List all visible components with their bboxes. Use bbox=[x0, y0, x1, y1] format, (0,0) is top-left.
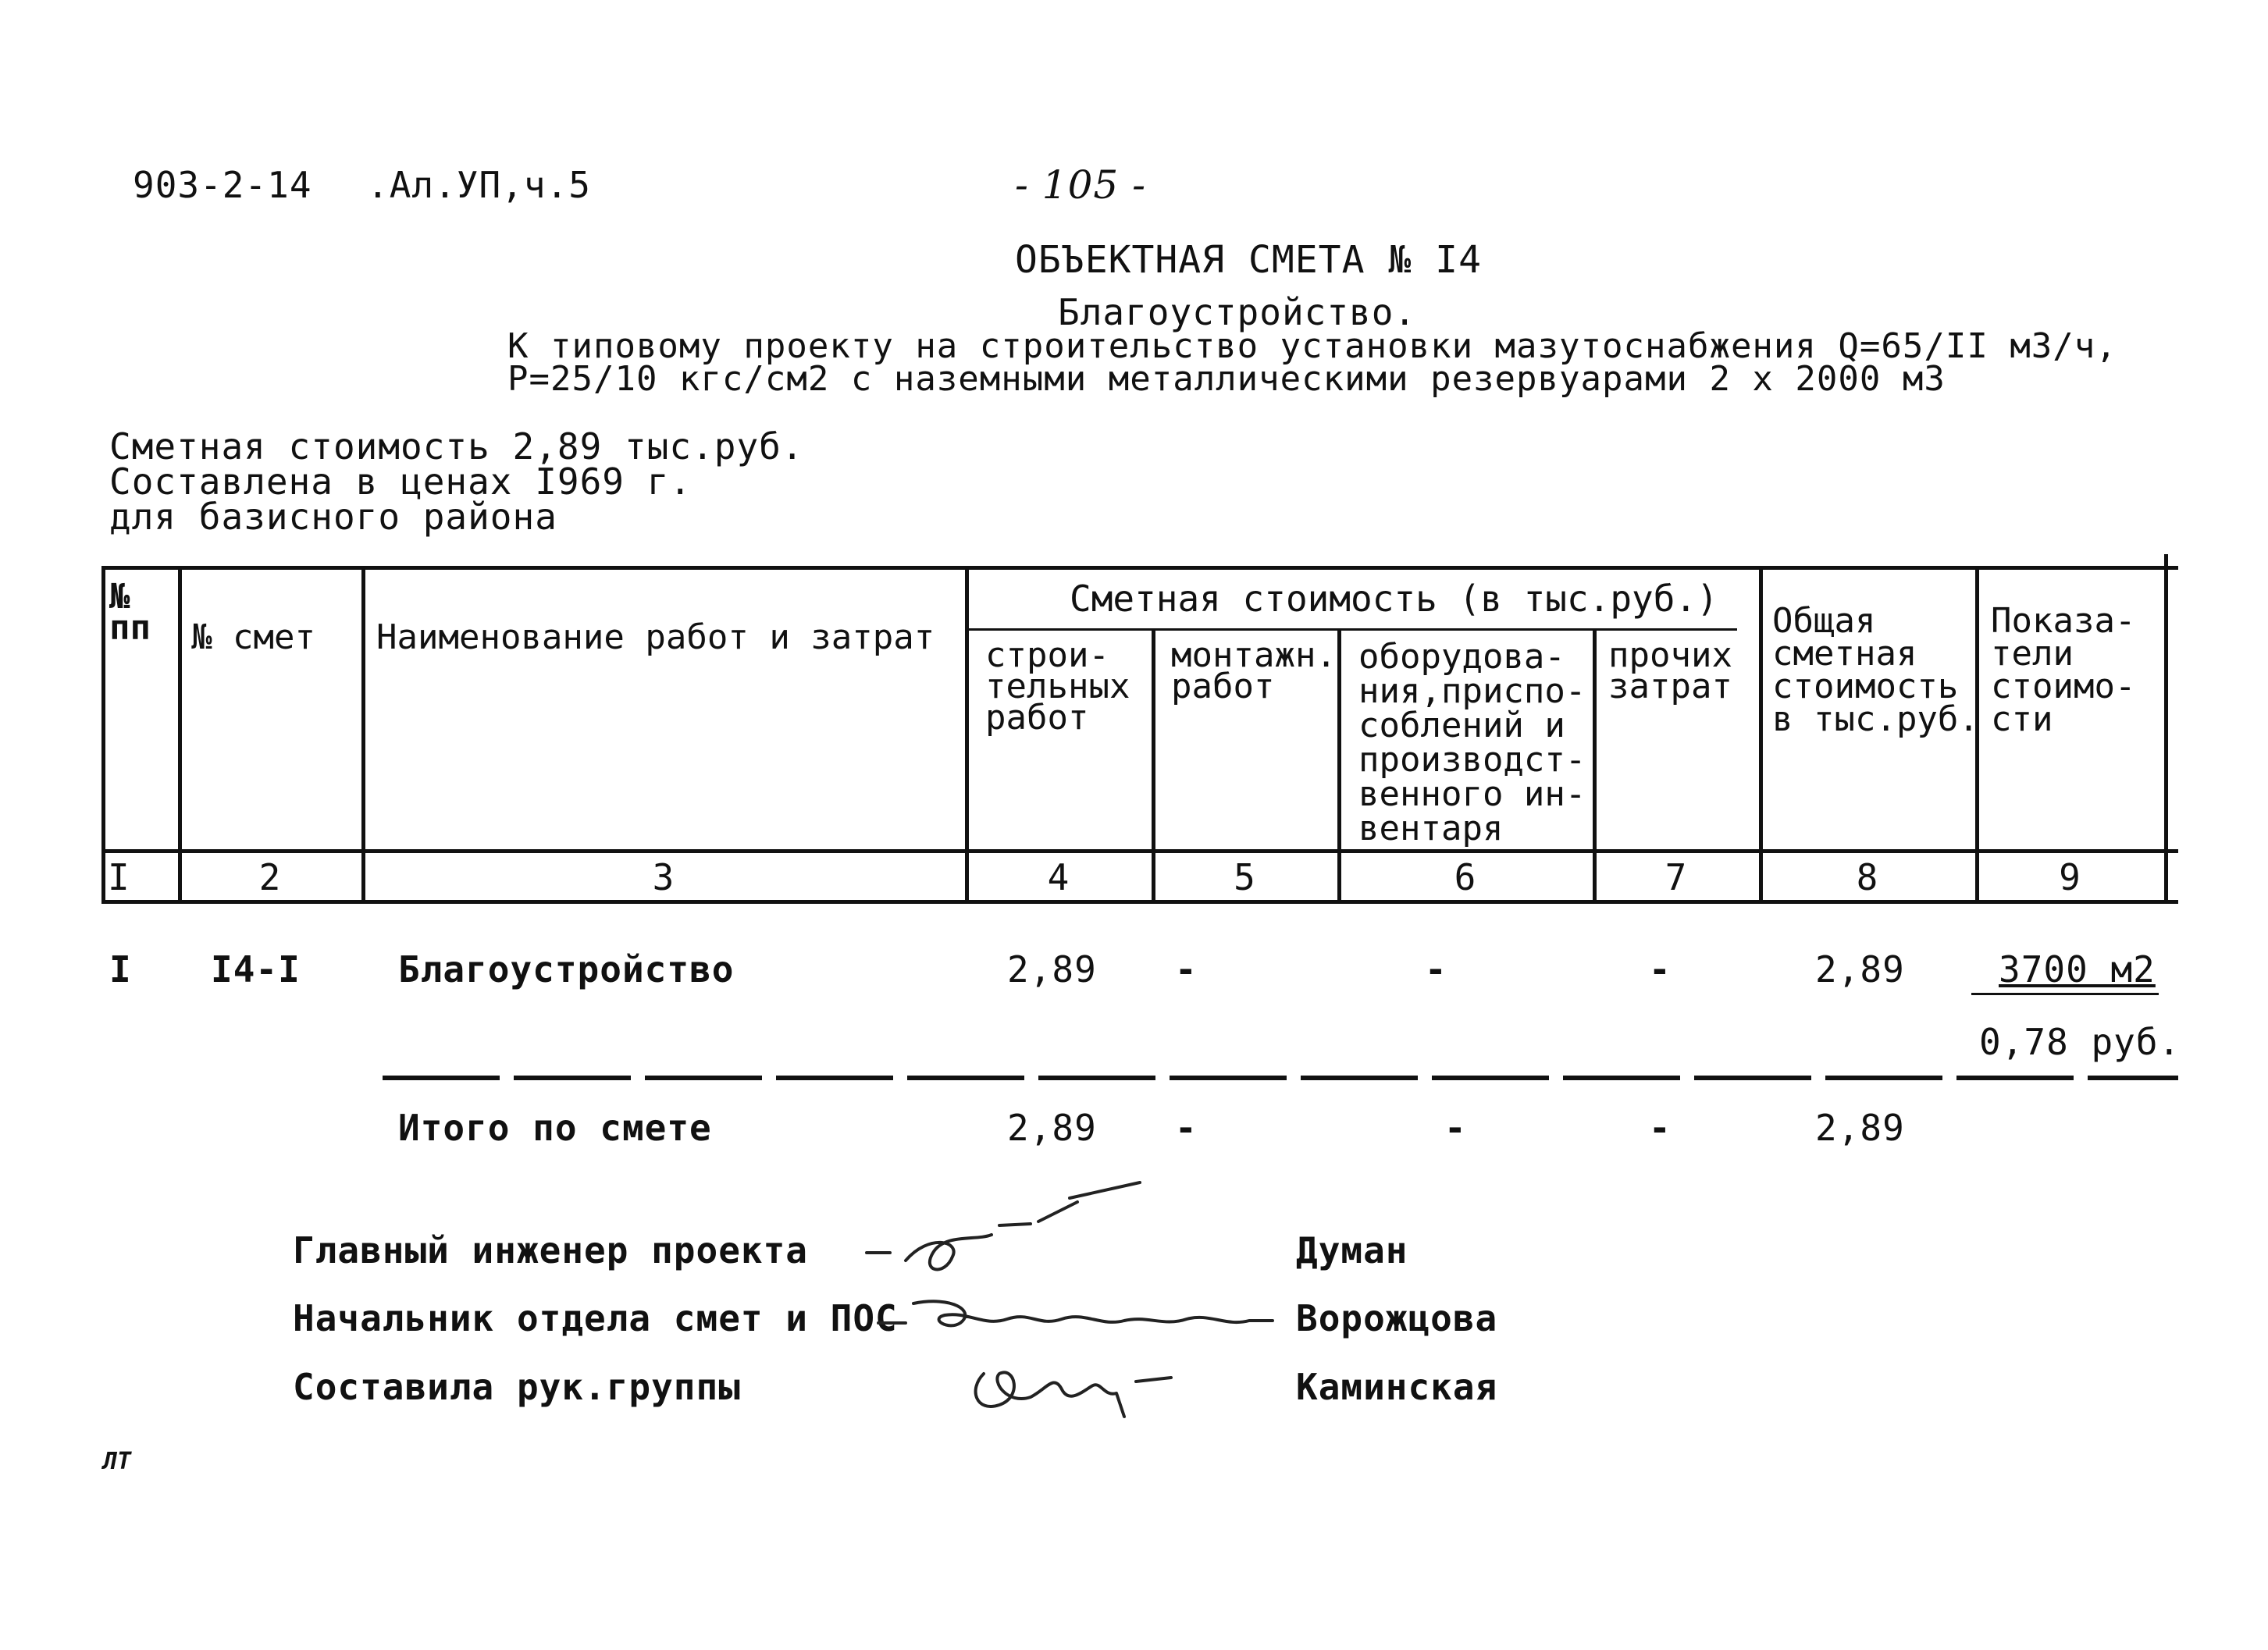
signature-role-group-leader: Составила рук.группы bbox=[293, 1366, 741, 1408]
total-installation-value: - bbox=[1175, 1107, 1198, 1149]
col-divider-2 bbox=[361, 566, 365, 904]
row-indicator-area: 3700 м2 bbox=[1999, 948, 2156, 990]
project-description-line2: Р=25/10 кгс/см2 с наземными металлическими резервуарами 2 х 2000 м3 bbox=[507, 359, 1946, 399]
row-equipment-value: - bbox=[1425, 948, 1447, 990]
header-bottom-rule bbox=[101, 849, 2178, 853]
signature-role-department-head: Начальник отдела смет и ПОС bbox=[293, 1297, 898, 1339]
footer-mark: ЛТ bbox=[103, 1448, 132, 1475]
page-number: - 105 - bbox=[1015, 162, 1147, 208]
table-top-rule bbox=[101, 566, 2178, 570]
column-number-5: 5 bbox=[1234, 856, 1255, 898]
total-construction-value: 2,89 bbox=[1007, 1107, 1097, 1149]
header-cost-group: Сметная стоимость (в тыс.руб.) bbox=[1070, 578, 1718, 620]
total-other-value: - bbox=[1649, 1107, 1672, 1149]
table-right-border bbox=[2164, 554, 2168, 904]
column-number-8: 8 bbox=[1856, 856, 1878, 898]
total-sum-value: 2,89 bbox=[1815, 1107, 1905, 1149]
region-line: для базисного района bbox=[109, 496, 557, 538]
header-work-name: Наименование работ и затрат bbox=[376, 617, 935, 657]
column-number-1: I bbox=[108, 856, 130, 898]
column-number-6: 6 bbox=[1454, 856, 1476, 898]
header-cost-indicators: Показа- тели стоимо- сти bbox=[1991, 601, 2136, 739]
column-number-4: 4 bbox=[1047, 856, 1070, 898]
column-number-3: 3 bbox=[652, 856, 675, 898]
header-equipment: оборудова- ния,приспо- соблений и производст- венного ин- вентаря bbox=[1358, 637, 1586, 848]
col-divider-1 bbox=[178, 566, 182, 904]
project-description-line1: К типовому проекту на строительство установки мазутоснабжения Q=65/II м3/ч, bbox=[507, 326, 2117, 366]
signature-name-department-head: Ворожцова bbox=[1296, 1297, 1498, 1339]
header-construction-works: строи- тельных работ bbox=[985, 635, 1130, 738]
row-work-name: Благоустройство bbox=[398, 948, 735, 990]
row-construction-value: 2,89 bbox=[1007, 948, 1097, 990]
header-other-costs: прочих затрат bbox=[1608, 635, 1732, 706]
indicator-fraction-rule bbox=[1971, 993, 2159, 995]
estimated-cost-line: Сметная стоимость 2,89 тыс.руб. bbox=[109, 425, 804, 468]
row-installation-value: - bbox=[1175, 948, 1198, 990]
estimate-title: ОБЪЕКТНАЯ СМЕТА № I4 bbox=[1015, 238, 1482, 282]
total-equipment-value: - bbox=[1444, 1107, 1467, 1149]
header-installation-works: монтажн. работ bbox=[1171, 635, 1337, 706]
column-number-2: 2 bbox=[258, 856, 281, 898]
doc-code: 903-2-14 bbox=[133, 164, 312, 206]
column-number-7: 7 bbox=[1665, 856, 1687, 898]
handwritten-signature-chief-engineer bbox=[859, 1179, 1155, 1280]
row-other-value: - bbox=[1649, 948, 1672, 990]
row-total-value: 2,89 bbox=[1815, 948, 1905, 990]
handwritten-signature-department-head bbox=[874, 1280, 1280, 1350]
signature-role-chief-engineer: Главный инженер проекта bbox=[293, 1229, 808, 1271]
total-label: Итого по смете bbox=[398, 1107, 712, 1149]
col-divider-3 bbox=[965, 566, 969, 904]
col-divider-7 bbox=[1759, 566, 1763, 904]
table-left-border bbox=[101, 566, 105, 904]
column-numbers-rule bbox=[101, 900, 2178, 904]
row-indicator-unit-cost: 0,78 руб. bbox=[1979, 1021, 2181, 1063]
prices-year-line: Составлена в ценах I969 г. bbox=[109, 461, 693, 503]
total-separator-rule bbox=[383, 1076, 2178, 1080]
signature-name-chief-engineer: Думан bbox=[1296, 1229, 1408, 1271]
header-total-cost: Общая сметная стоимость в тыс.руб. bbox=[1772, 601, 1979, 739]
signature-name-group-leader: Каминская bbox=[1296, 1366, 1498, 1408]
album-reference: .Ал.УП,ч.5 bbox=[367, 164, 591, 206]
header-row-number: № пп bbox=[109, 577, 151, 648]
header-estimate-number: № смет bbox=[191, 617, 315, 657]
row-estimate-number: I4-I bbox=[211, 948, 301, 990]
handwritten-signature-group-leader bbox=[960, 1342, 1179, 1428]
estimate-subtitle: Благоустройство. bbox=[1058, 291, 1417, 333]
row-number: I bbox=[109, 948, 132, 990]
column-number-9: 9 bbox=[2059, 856, 2081, 898]
group-header-rule bbox=[968, 628, 1737, 631]
